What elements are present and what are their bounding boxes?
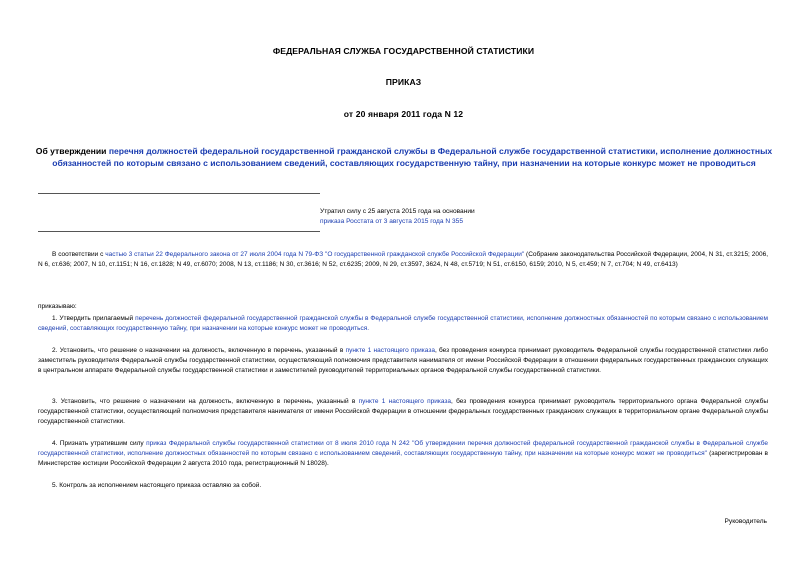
item-4 (38, 439, 768, 470)
item-4-prefix: 4. Признать утратившим силу (52, 440, 147, 447)
preamble-law-link[interactable]: частью 3 статьи 22 Федерального закона от 27 июля 2004 года N 79-ФЗ "О государственной гражданской службе Российской Федерации" (105, 251, 525, 258)
item-3-clause-link[interactable]: пункте 1 настоящего приказа (358, 398, 452, 405)
item-4-rest: (зарегистрирован в Министерстве юстиции Российской Федерации 2 августа 2010 года, регистрационный N 18028). (38, 450, 768, 468)
divider-bottom (38, 231, 320, 232)
document-date-number: от 20 января 2011 года N 12 (343, 109, 464, 119)
item-1-prefix: 1. Утвердить прилагаемый (52, 315, 136, 322)
document-type: ПРИКАЗ (385, 77, 422, 87)
item-5-text: 5. Контроль за исполнением настоящего приказа оставляю за собой. (52, 482, 262, 489)
item-2-prefix: 2. Установить, что решение о назначении на должность, включенную в перечень, указанный в (52, 347, 346, 354)
item-3-rest: , без проведения конкурса принимает руководитель территориального органа Федеральной службы государственной статистики, осуществляющий полномочия представителя нанимателя от имени Российской Федерации в отношении федеральных государственных гражданских служащих в территориальном органе Федеральной службы государственной статистики. (38, 398, 768, 426)
preamble-paragraph (38, 250, 768, 270)
order-word: приказываю: (38, 303, 77, 310)
item-2 (38, 346, 768, 377)
signature: Руководитель (724, 518, 767, 525)
item-4-order-link[interactable]: приказ Федеральной службы государственной статистики от 8 июля 2010 года N 242 "Об утверждении перечня должностей федеральной государственной гражданской службы в Федеральной службе государственной статистики, исполнение должностных обязанностей по которым связано с использованием сведений, составляющих государственную тайну, при назначении на которые конкурс может не проводиться" (38, 440, 768, 458)
item-2-rest: , без проведения конкурса принимает руководитель Федеральной службы государственной статистики либо заместитель руководителя Федеральной службы государственной статистики, осуществляющий полномочия представителя нанимателя от имени Российской Федерации в отношении федеральных государственных гражданских служащих в центральном аппарате Федеральной службы государственной статистики и заместителей руководителей территориальных органов Федеральной службы государственной статистики. (38, 347, 768, 375)
status-note-link[interactable]: приказа Росстата от 3 августа 2015 года N 355 (320, 218, 463, 225)
title-link[interactable]: перечня должностей федеральной государственной гражданской службы в Федеральной службе государственной статистики, исполнение должностных обязанностей по которым связано с использованием сведений, составляющих государственную тайну, при назначении на которые конкурс может не проводиться (52, 146, 773, 168)
divider-top (38, 193, 320, 194)
item-1 (38, 314, 768, 334)
item-3 (38, 397, 768, 428)
item-3-prefix: 3. Установить, что решение о назначении на должность, включенную в перечень, указанный в (52, 398, 359, 405)
item-2-clause-link[interactable]: пункте 1 настоящего приказа (345, 347, 435, 354)
preamble-rest: (Собрание законодательства Российской Федерации, 2004, N 31, ст.3215; 2006, N 6, ст.636; 2007, N 10, ст.1151; N 16, ст.1828; N 49, ст.6070; 2008, N 13, ст.1186; N 30, ст.3616; N 52, ст.6235; 2009, N 29, ст.3597, 3624, N 48, ст.5719; N 51, ст.6150, 6159; 2010, N 5, ст.459; N 7, ст.704; N 49, ст.6413) (38, 251, 769, 269)
item-1-list-link[interactable]: перечень должностей федеральной государственной гражданской службы в Федеральной службе государственной статистики, исполнение должностных обязанностей по которым связано с использованием сведений, составляющих государственную тайну, при назначении на которые конкурс может не проводиться. (38, 315, 768, 333)
title-prefix: Об утверждении (35, 146, 109, 156)
status-note (320, 207, 475, 227)
agency-heading: ФЕДЕРАЛЬНАЯ СЛУЖБА ГОСУДАРСТВЕННОЙ СТАТИСТИКИ (272, 46, 535, 56)
preamble-prefix: В соответствии с (52, 251, 106, 258)
item-5 (38, 481, 768, 491)
status-note-text: Утратил силу с 25 августа 2015 года на основании (320, 208, 475, 215)
document-title (34, 145, 774, 169)
